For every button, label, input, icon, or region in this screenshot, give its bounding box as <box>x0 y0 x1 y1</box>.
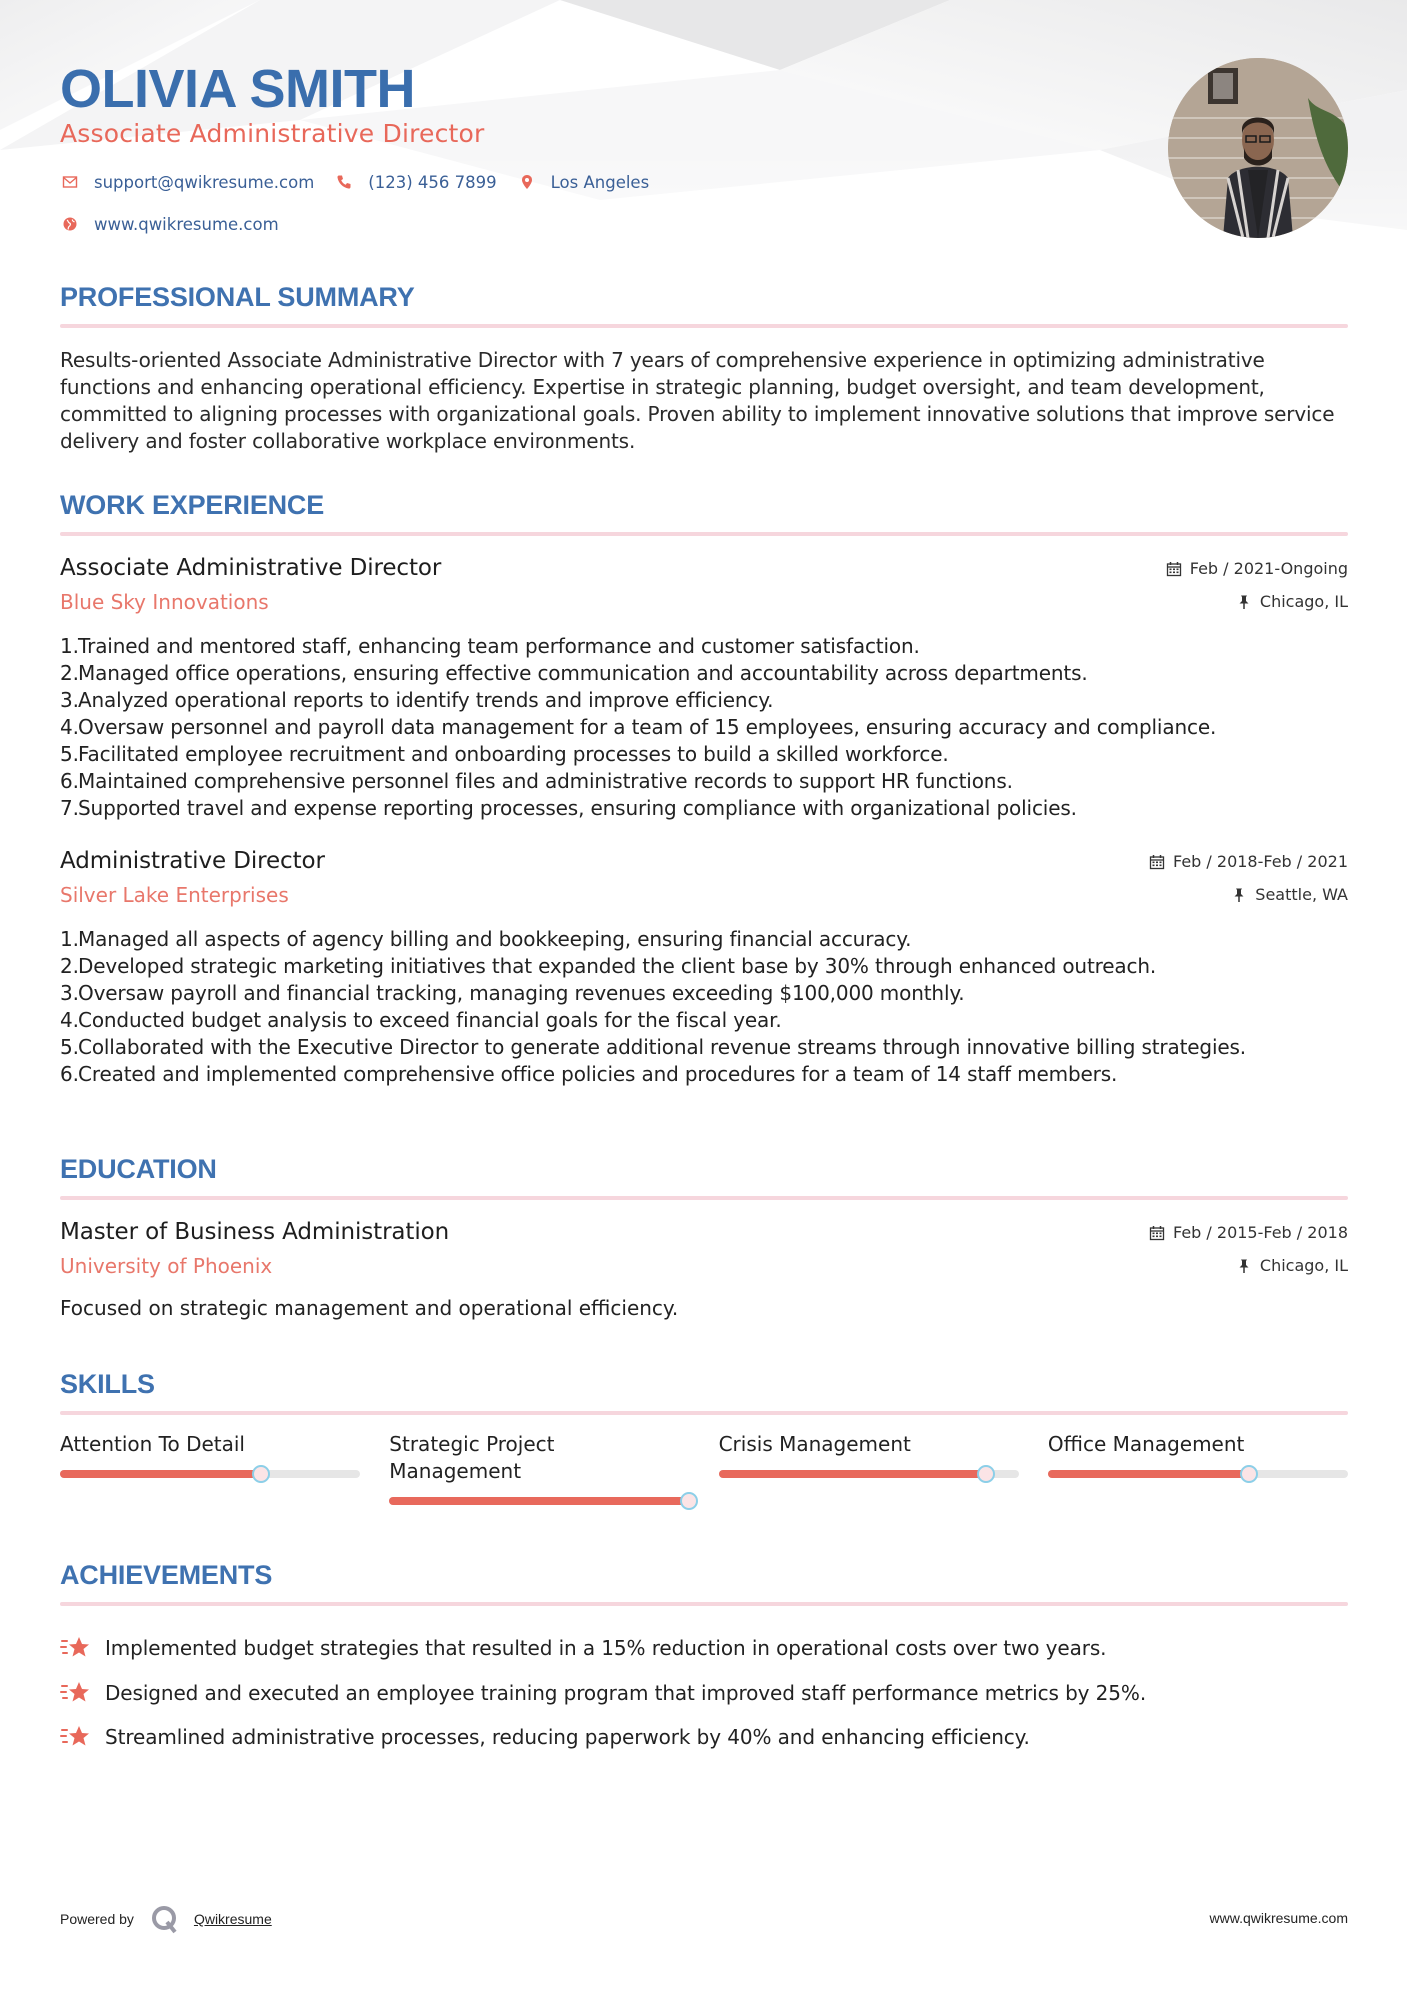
section-heading: EDUCATION <box>60 1154 217 1184</box>
job-location <box>1231 885 1348 904</box>
contact-email[interactable] <box>60 172 314 192</box>
job-dates <box>1166 559 1348 578</box>
achievement-item <box>60 1671 1348 1716</box>
skill-level-knob <box>680 1492 698 1510</box>
email-text: support@qwikresume.com <box>94 172 315 192</box>
section-skills <box>60 1368 1348 1505</box>
contact-phone[interactable] <box>334 172 496 192</box>
school: University of Phoenix <box>60 1254 273 1278</box>
achievement-item <box>60 1715 1348 1760</box>
calendar-icon <box>1149 854 1165 870</box>
skill-name: Attention To Detail <box>60 1432 245 1456</box>
bullet-item: 5.Facilitated employee recruitment and onboarding processes to build a skilled workforce. <box>60 742 949 766</box>
job-location-text: Seattle, WA <box>1255 885 1348 904</box>
contact-website[interactable] <box>60 214 279 234</box>
skill-level-bar <box>719 1470 1019 1478</box>
skill-item <box>60 1431 360 1505</box>
achievement-text: Designed and executed an employee training program that improved staff performance metrics by 25%. <box>105 1680 1147 1705</box>
section-summary <box>60 281 1348 455</box>
job-role: Associate Administrative Director <box>60 555 442 581</box>
achievements-list <box>60 1626 1348 1760</box>
section-divider <box>60 1196 1348 1200</box>
map-pin-icon <box>517 172 537 192</box>
job-dates <box>1149 852 1348 871</box>
candidate-title: Associate Administrative Director <box>60 119 485 148</box>
bullet-item: 3.Oversaw payroll and financial tracking, managing revenues exceeding $100,000 monthly. <box>60 981 965 1005</box>
section-divider <box>60 1411 1348 1415</box>
location-text: Los Angeles <box>550 172 650 192</box>
job-location-text: Chicago, IL <box>1259 592 1348 611</box>
skill-level-bar <box>1048 1470 1348 1478</box>
pushpin-icon <box>1236 1258 1252 1274</box>
phone-icon <box>334 172 354 192</box>
skill-level-bar <box>389 1497 689 1505</box>
star-icon <box>60 1679 92 1707</box>
job-entry <box>60 846 1348 1088</box>
section-achievements <box>60 1559 1348 1760</box>
skill-name: Crisis Management <box>718 1432 911 1456</box>
skill-level-knob <box>977 1465 995 1483</box>
job-location <box>1236 592 1348 611</box>
section-heading: WORK EXPERIENCE <box>60 490 325 520</box>
skill-item <box>719 1431 1019 1505</box>
bullet-item: 5.Collaborated with the Executive Director to generate additional revenue streams through innovative billing strategies. <box>60 1035 1247 1059</box>
contact-location <box>517 172 650 192</box>
achievement-text: Streamlined administrative processes, reducing paperwork by 40% and enhancing efficiency. <box>105 1725 1030 1750</box>
bullet-item: 2.Developed strategic marketing initiatives that expanded the client base by 30% through enhanced outreach. <box>60 954 1157 978</box>
star-icon <box>60 1634 92 1662</box>
section-divider <box>60 1602 1348 1606</box>
achievement-text: Implemented budget strategies that resulted in a 15% reduction in operational costs over two years. <box>105 1636 1107 1661</box>
job-role: Administrative Director <box>60 848 325 874</box>
skill-item <box>389 1431 689 1505</box>
calendar-icon <box>1166 561 1182 577</box>
envelope-icon <box>60 172 80 192</box>
star-icon <box>60 1723 92 1751</box>
job-company: Blue Sky Innovations <box>60 590 269 614</box>
skill-item <box>1048 1431 1348 1505</box>
profile-photo <box>1168 58 1348 238</box>
bullet-item: 2.Managed office operations, ensuring effective communication and accountability across departments. <box>60 661 1088 685</box>
website-text: www.qwikresume.com <box>94 214 279 234</box>
achievement-item <box>60 1626 1348 1671</box>
bullet-item: 6.Created and implemented comprehensive office policies and procedures for a team of 14 staff members. <box>60 1062 1118 1086</box>
skill-level-knob <box>252 1465 270 1483</box>
education-description: Focused on strategic management and operational efficiency. <box>60 1296 679 1320</box>
pushpin-icon <box>1236 594 1252 610</box>
contact-row-website <box>60 214 299 234</box>
job-company: Silver Lake Enterprises <box>60 883 289 907</box>
bullet-item: 6.Maintained comprehensive personnel files and administrative records to support HR functions. <box>60 769 1013 793</box>
education-entry <box>60 1217 1348 1322</box>
skill-level-fill <box>719 1470 986 1478</box>
job-bullets <box>60 633 1348 822</box>
bullet-item: 4.Conducted budget analysis to exceed financial goals for the fiscal year. <box>60 1008 782 1032</box>
skill-level-bar <box>60 1470 360 1478</box>
powered-by <box>60 1904 272 1934</box>
summary-text: Results-oriented Associate Administrative Director with 7 years of comprehensive experience in optimizing administrative functions and enhancing operational efficiency. Expertise in strategic planning, budget oversight, and team development, committed to aligning processes with organizational goals. Proven ability to implement innovative solutions that improve service delivery and foster collaborative workplace environments. <box>60 348 1335 453</box>
job-bullets <box>60 926 1348 1088</box>
education-dates <box>1149 1223 1348 1242</box>
education-location-text: Chicago, IL <box>1259 1256 1348 1275</box>
skill-level-knob <box>1240 1465 1258 1483</box>
bullet-item: 4.Oversaw personnel and payroll data management for a team of 15 employees, ensuring accuracy and compliance. <box>60 715 1217 739</box>
footer-url[interactable]: www.qwikresume.com <box>1209 1910 1348 1926</box>
section-heading: PROFESSIONAL SUMMARY <box>60 282 415 312</box>
skill-name: Office Management <box>1047 1432 1245 1456</box>
job-entry <box>60 553 1348 822</box>
bullet-item: 7.Supported travel and expense reporting processes, ensuring compliance with organizational policies. <box>60 796 1077 820</box>
skills-list <box>60 1431 1348 1505</box>
job-dates-text: Feb / 2021-Ongoing <box>1189 559 1348 578</box>
qwikresume-logo-icon <box>150 1904 180 1934</box>
degree: Master of Business Administration <box>60 1219 450 1245</box>
skill-level-fill <box>60 1470 261 1478</box>
section-divider <box>60 532 1348 536</box>
powered-by-label: Powered by <box>60 1911 134 1927</box>
section-divider <box>60 324 1348 328</box>
calendar-icon <box>1149 1225 1165 1241</box>
footer <box>60 1896 1348 1936</box>
bullet-item: 1.Managed all aspects of agency billing and bookkeeping, ensuring financial accuracy. <box>60 927 912 951</box>
qwikresume-link[interactable]: Qwikresume <box>193 1911 272 1927</box>
skill-level-fill <box>389 1497 689 1505</box>
phone-text: (123) 456 7899 <box>368 172 497 192</box>
section-heading: ACHIEVEMENTS <box>60 1560 273 1590</box>
section-education <box>60 1153 1348 1322</box>
education-location <box>1236 1256 1348 1275</box>
bullet-item: 3.Analyzed operational reports to identify trends and improve efficiency. <box>60 688 774 712</box>
skill-name: Strategic Project Management <box>389 1432 555 1483</box>
job-dates-text: Feb / 2018-Feb / 2021 <box>1173 852 1348 871</box>
education-dates-text: Feb / 2015-Feb / 2018 <box>1173 1223 1348 1242</box>
candidate-name: OLIVIA SMITH <box>60 59 415 119</box>
pushpin-icon <box>1231 887 1247 903</box>
contact-row <box>60 172 669 192</box>
section-heading: SKILLS <box>60 1369 155 1399</box>
skill-level-fill <box>1048 1470 1249 1478</box>
section-experience <box>60 489 1348 1088</box>
bullet-item: 1.Trained and mentored staff, enhancing team performance and customer satisfaction. <box>60 634 920 658</box>
globe-icon <box>60 214 80 234</box>
